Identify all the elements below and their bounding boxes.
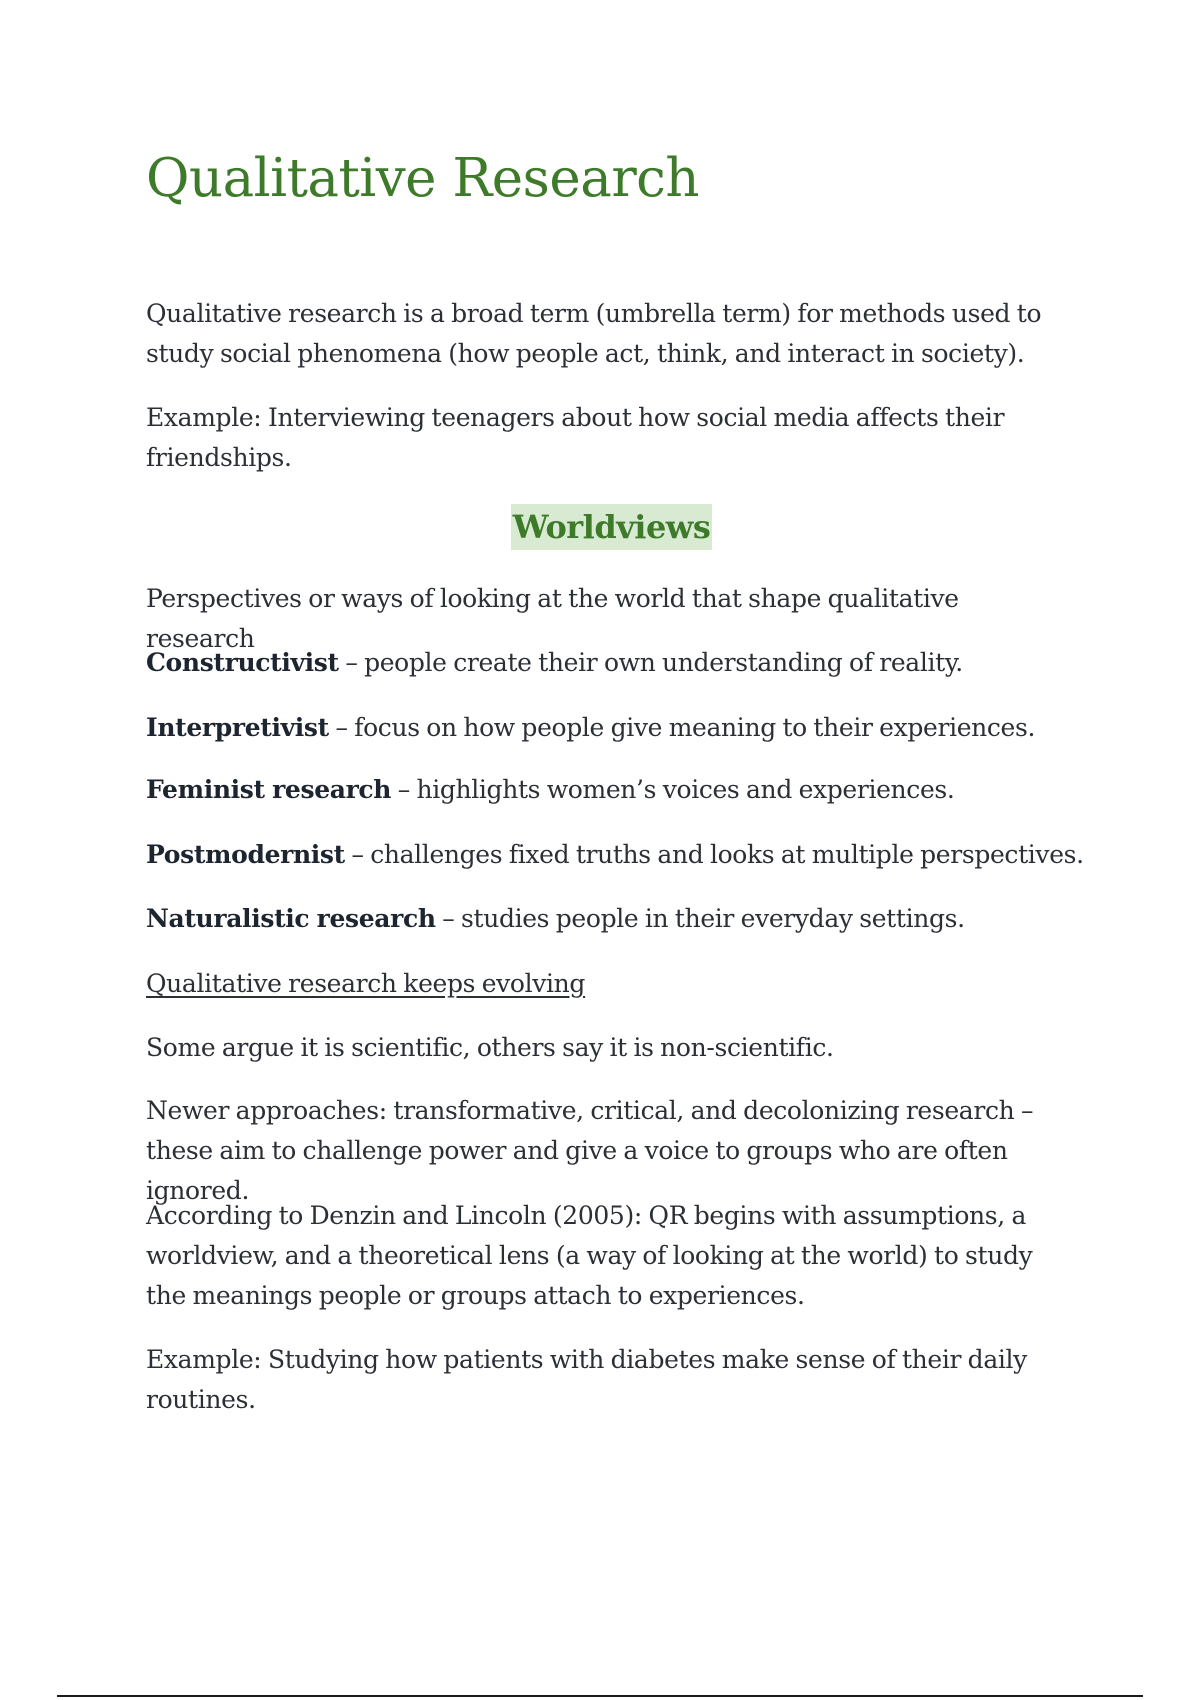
worldview-item (146, 835, 1084, 875)
worldview-term: Naturalistic research (146, 904, 436, 933)
worldview-item (146, 708, 1071, 748)
worldview-definition: – people create their own understanding of reality. (338, 648, 963, 677)
intro-paragraph: Qualitative research is a broad term (umbrella term) for methods used to study social phenomena (how people act, think, and interact in society). (146, 299, 1042, 368)
worldview-item (146, 770, 1071, 810)
worldview-definition: – challenges fixed truths and looks at multiple perspectives. (344, 840, 1084, 869)
worldview-term: Postmodernist (146, 840, 345, 869)
worldview-term: Constructivist (146, 648, 339, 677)
evolving-paragraph: According to Denzin and Lincoln (2005): QR begins with assumptions, a worldview, and a theoretical lens (a way of looking at the world) to study the meanings people or groups attach to experiences. (146, 1201, 1033, 1310)
worldview-term: Interpretivist (146, 713, 329, 742)
evolving-subheading: Qualitative research keeps evolving (146, 969, 586, 998)
evolving-example-paragraph: Example: Studying how patients with diabetes make sense of their daily routines. (146, 1345, 1027, 1414)
evolving-paragraph: Newer approaches: transformative, critical, and decolonizing research – these aim to challenge power and give a voice to groups who are often ignored. (146, 1096, 1034, 1205)
evolving-paragraph: Some argue it is scientific, others say it is non-scientific. (146, 1033, 834, 1062)
worldview-term: Feminist research (146, 775, 392, 804)
page-title: Qualitative Research (146, 148, 699, 209)
worldviews-heading-container (146, 504, 1071, 550)
worldview-item (146, 643, 1071, 683)
worldviews-description: Perspectives or ways of looking at the world that shape qualitative research (146, 584, 959, 653)
worldviews-heading: Worldviews (511, 504, 713, 550)
worldview-definition: – focus on how people give meaning to their experiences. (328, 713, 1036, 742)
worldview-item (146, 899, 1071, 939)
worldview-definition: – highlights women’s voices and experiences. (391, 775, 955, 804)
worldview-definition: – studies people in their everyday settings. (435, 904, 965, 933)
intro-example-paragraph: Example: Interviewing teenagers about how social media affects their friendships. (146, 403, 1005, 472)
footer-divider (57, 1695, 1143, 1697)
